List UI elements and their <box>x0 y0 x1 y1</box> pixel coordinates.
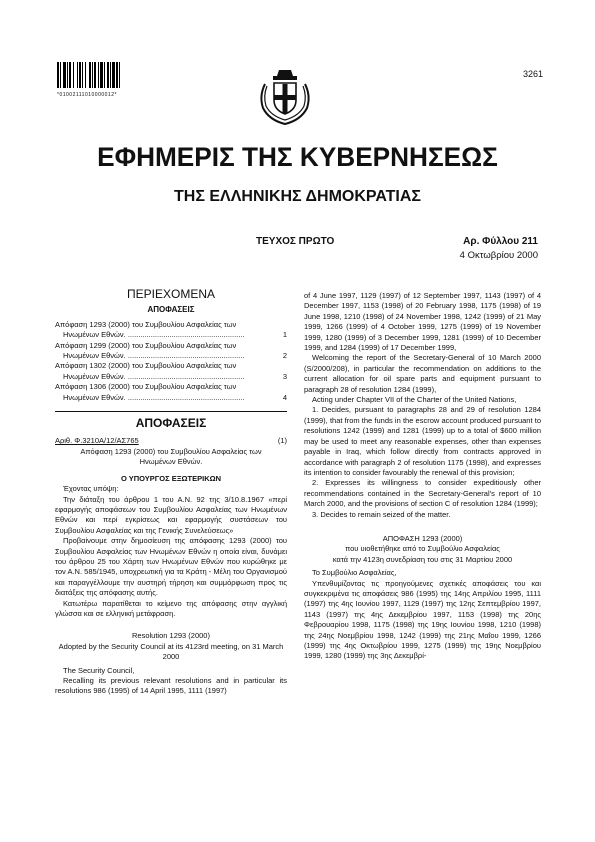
toc-item-title: Απόφαση 1302 (2000) του Συμβουλίου Ασφαλείας των <box>55 361 237 371</box>
adoption-note-gr: που υιοθετήθηκε από το Συμβούλιο Ασφαλείας <box>345 544 500 554</box>
paragraph: Κατωτέρω παρατίθεται το κείμενο της απόφασης στην αγγλική γλώσσα και σε ελληνική μετάφραση. <box>55 598 287 618</box>
paragraph: of 4 June 1997, 1129 (1997) of 12 September 1997, 1143 (1997) of 4 December 1997, 1153 (1998) of 20 February 1998, 1175 (1998) of 19 June 1998, 1210 (1998) of 24 November 1998, 1242 (1999) of 21 May 1999, 1266 (1999) of 4 October 1999, 1275 (1999) of 19 November 1999, 1280 (1999) of 3 December 1999, 1281 (1999) of 10 December 1999, and 1284 (1999) of 17 December 1999, <box>304 291 541 353</box>
paragraph: 2. Expresses its willingness to consider expeditiously other recommendations contained in the Secretary-General's report of 10 March 2000, and the provisions of section C of resolution 1284 (1999); <box>304 478 541 509</box>
section-divider <box>55 411 287 412</box>
decision-reference <box>55 436 287 446</box>
toc-item-page: 4 <box>282 392 287 402</box>
paragraph: Recalling its previous relevant resolutions and in particular its resolutions 986 (1995) of 14 April 1995, 1111 (1997) <box>55 676 287 696</box>
adoption-note-en: Adopted by the Security Council at its 4123rd meeting, on 31 March 2000 <box>58 641 284 662</box>
paragraph: Προβαίνουμε στην δημοσίευση της απόφασης 1293 (2000) του Συμβουλίου Ασφαλείας των Ηνωμένων Εθνών η οποία είναι, δυνάμει του άρθρου 25 του Χάρτη των Ηνωμένων Εθνών που κυρώθηκε με τον Α.Ν. 585/1945, υποχρεωτική για τα Κράτη - Μέλη του Οργανισμού και παραγγέλλουμε την αυστηρή τήρηση και συμμόρφωση προς τις διατάξεις της απόφασης αυτής. <box>55 536 287 598</box>
toc-item-title: Απόφαση 1299 (2000) του Συμβουλίου Ασφαλείας των <box>55 340 237 350</box>
contents-subheading: ΑΠΟΦΑΣΕΙΣ <box>147 305 195 315</box>
page-number: 3261 <box>522 69 543 79</box>
toc-item <box>55 382 287 403</box>
toc-item-continuation: Ηνωμένων Εθνών. ........................................................ <box>63 371 245 381</box>
contents-heading: ΠΕΡΙΕΧΟΜΕΝΑ <box>126 287 216 301</box>
right-column <box>304 291 541 662</box>
paragraph: Acting under Chapter VII of the Charter of the United Nations, <box>312 395 517 405</box>
adoption-note-gr: κατά την 4123η συνεδρίαση του στις 31 Μαρτίου 2000 <box>332 554 513 564</box>
toc-item <box>55 341 287 362</box>
barcode-number: *01002111010000012* <box>57 92 117 98</box>
toc-item-continuation: Ηνωμένων Εθνών. ........................................................ <box>63 392 245 402</box>
gazette-title: ΕΦΗΜΕΡΙΣ ΤΗΣ ΚΥΒΕΡΝΗΣΕΩΣ <box>97 142 498 172</box>
paragraph: Την διάταξη του άρθρου 1 του Α.Ν. 92 της 3/10.8.1967 «περί εφαρμογής αποφάσεων του Συμβουλίου Ασφαλείας των Ηνωμένων Εθνών και περί εγκρίσεως και εφαρμογής συστάσεων του Συμβουλίου Ασφαλείας και της Γενικής Συνελεύσεως» <box>55 494 287 535</box>
toc-item <box>55 320 287 341</box>
toc-item-title: Απόφαση 1293 (2000) του Συμβουλίου Ασφαλείας των <box>55 319 237 329</box>
sheet-number: Αρ. Φύλλου 211 <box>463 236 538 247</box>
toc-item-continuation: Ηνωμένων Εθνών. ........................................................ <box>63 351 245 361</box>
minister-heading: Ο ΥΠΟΥΡΓΟΣ ΕΞΩΤΕΡΙΚΩΝ <box>120 473 222 483</box>
issue-date: 4 Οκτωβρίου 2000 <box>459 250 538 261</box>
greek-coat-of-arms-icon <box>255 66 315 128</box>
left-column <box>55 287 287 697</box>
barcode <box>57 62 149 92</box>
paragraph: Υπενθυμίζοντας τις προηγούμενες σχετικές αποφάσεις του και συγκεκριμένα τις αποφάσεις 986 (1995) της 14ης Απριλίου 1995, 1111 (1997) της 4ης Ιουνίου 1997, 1129 (1997) της 12ης Σεπτεμβρίου 1997, 1143 (1997) της 4ης Δεκεμβρίου 1997, 1153 (1998) της 20ης Φεβρουαρίου 1998, 1175 (1998) της 19ης Ιουνίου 1998, 1210 (1998) της 24ης Νοεμβρίου 1998, 1242 (1999) της 21ης Μαΐου 1999, 1266 (1999) της 4ης Οκτωβρίου 1999, 1275 (1999) της 19ης Νοεμβρίου 1999, 1280 (1999) της 3ης Δεκεμβρί- <box>304 578 541 661</box>
toc-item-title: Απόφαση 1306 (2000) του Συμβουλίου Ασφαλείας των <box>55 382 237 392</box>
resolution-title-gr: ΑΠΟΦΑΣΗ 1293 (2000) <box>382 533 463 543</box>
issue-label: ΤΕΥΧΟΣ ΠΡΩΤΟ <box>256 236 335 247</box>
council-heading-gr: Το Συμβούλιο Ασφαλείας, <box>312 568 397 578</box>
toc-item <box>55 361 287 382</box>
reference-number: Αριθ. Φ.3210Α/12/ΑΣ765 <box>55 436 139 446</box>
paragraph: 1. Decides, pursuant to paragraphs 28 and 29 of resolution 1284 (1999), that from the funds in the escrow account produced pursuant to resolutions 1242 (1999) and 1281 (1999) up to a total of $600 million may be used to meet any reasonable expenses, other than expenses payable in Iraq, which follow directly from contracts approved in accordance with paragraph 2 of resolution 1175 (1998), and expresses its intention to consider favourably the renewal of this provision; <box>304 405 541 477</box>
toc-item-page: 1 <box>282 330 287 340</box>
paragraph: 3. Decides to remain seized of the matter. <box>312 509 451 519</box>
toc-item-page: 3 <box>282 371 287 381</box>
toc-item-continuation: Ηνωμένων Εθνών. ........................................................ <box>63 330 245 340</box>
gazette-subtitle: ΤΗΣ ΕΛΛΗΝΙΚΗΣ ΔΗΜΟΚΡΑΤΙΑΣ <box>174 188 421 205</box>
council-heading-en: The Security Council, <box>63 665 135 675</box>
table-of-contents <box>55 320 287 403</box>
resolution-title-en: Resolution 1293 (2000) <box>132 631 210 641</box>
paragraph: Welcoming the report of the Secretary-General of 10 March 2000 (S/2000/208), in particular the recommendation on additions to the current allocation for oil spare parts and equipment pursuant to paragraph 28 of resolution 1284 (1999), <box>304 353 541 394</box>
decisions-heading: ΑΠΟΦΑΣΕΙΣ <box>135 416 207 431</box>
reference-index: (1) <box>277 436 287 446</box>
toc-item-page: 2 <box>282 351 287 361</box>
decision-title: Απόφαση 1293 (2000) του Συμβουλίου Ασφαλείας των Ηνωμένων Εθνών. <box>80 446 262 467</box>
barcode-bar <box>120 62 122 88</box>
considering-line: Έχοντας υπόψη: <box>63 484 119 494</box>
